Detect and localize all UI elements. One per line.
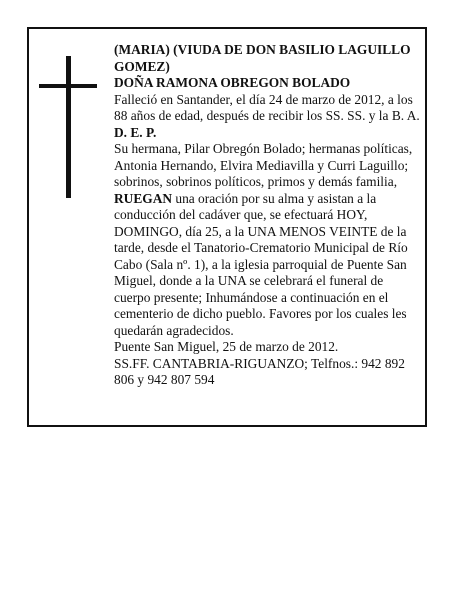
obituary-notice [27,27,427,427]
cross-vertical-bar [66,56,71,198]
death-statement: Falleció en Santander, el día 24 de marzo de 2012, a los 88 años de edad, después de recibir los SS. SS. y la B. A. [114,91,420,123]
family-list: Su hermana, Pilar Obregón Bolado; hermanas políticas, Antonia Hernando, Elvira Mediavilla y Curri Laguillo; sobrinos, sobrinos políticos, primos y demás familia, [114,141,413,189]
obituary-text [114,42,420,389]
dep-heading: D. E. P. [114,124,157,140]
ruegan-label: RUEGAN [114,190,173,206]
place-date: Puente San Miguel, 25 de marzo de 2012. [114,339,339,354]
request-paragraph [114,191,420,340]
obituary-title: (MARIA) (VIUDA DE DON BASILIO LAGUILLO GOMEZ) [114,42,411,74]
deceased-name: DOÑA RAMONA OBREGON BOLADO [114,75,351,90]
request-text: una oración por su alma y asistan a la conducción del cadáver que, se efectuará HOY, DOMINGO, día 25, a la UNA MENOS VEINTE de la tarde, desde el Tanatorio-Crematorio Municipal de Río Cabo (Sala nº. 1), a la iglesia parroquial de Puente San Miguel, donde a la UNA se celebrará el funeral de cuerpo presente; Inhumándose a continuación en el cementerio de dicho pueblo. Favores por los cuales les quedarán agradecidos. [114,190,408,338]
funeral-home-contact: SS.FF. CANTABRIA-RIGUANZO; Telfnos.: 942 892 806 y 942 807 594 [114,355,405,387]
cross-horizontal-bar [39,84,97,88]
